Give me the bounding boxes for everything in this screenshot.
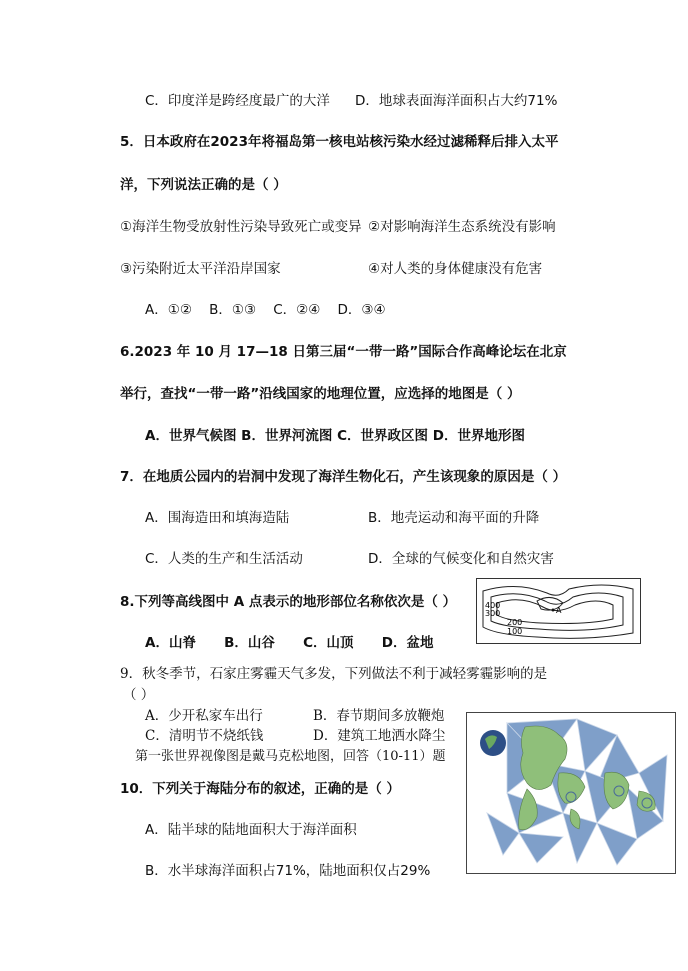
contour-label-100: 100 [507, 627, 523, 636]
q9-stem-line-1: 9．秋冬季节，石家庄雾霾天气多发，下列做法不利于减轻雾霾影响的是 [120, 666, 548, 682]
q5-options: A．①② B．①③ C．②④ D．③④ [145, 302, 386, 318]
q5-stem-line-2: 洋，下列说法正确的是（ ） [120, 177, 287, 193]
q4-option-d: D．地球表面海洋面积占大约71% [355, 93, 558, 109]
q10-option-b: B．水半球海洋面积占71%，陆地面积仅占29% [145, 863, 431, 879]
q4-option-c: C．印度洋是跨经度最广的大洋 [145, 93, 330, 109]
contour-map-figure [476, 578, 641, 644]
q9-option-c: C．清明节不烧纸钱 [145, 728, 264, 744]
q7-option-d: D．全球的气候变化和自然灾害 [368, 551, 554, 567]
q7-option-a: A．围海造田和填海造陆 [145, 510, 290, 526]
dymaxion-map-figure [466, 712, 676, 874]
ocean-facet [519, 833, 563, 863]
contour-label-300: 300 [485, 609, 501, 618]
q6-stem-line-2: 举行，查找“一带一路”沿线国家的地理位置，应选择的地图是（ ） [120, 386, 521, 402]
ocean-facet [597, 823, 637, 865]
ocean-facet [487, 813, 519, 855]
q5-stem-line-1: 5．日本政府在2023年将福岛第一核电站核污染水经过滤稀释后排入太平 [120, 134, 559, 150]
q7-option-b: B．地壳运动和海平面的升降 [368, 510, 540, 526]
q6-stem-line-1: 6.2023 年 10 月 17—18 日第三届“一带一路”国际合作高峰论坛在北京 [120, 344, 567, 360]
q5-item-3: ③污染附近太平洋沿岸国家 [120, 261, 281, 277]
q9-option-a: A．少开私家车出行 [145, 708, 263, 724]
q10-option-a: A．陆半球的陆地面积大于海洋面积 [145, 822, 357, 838]
q5-item-2: ②对影响海洋生态系统没有影响 [368, 219, 556, 235]
point-a-marker [552, 609, 555, 612]
q9-option-b: B．春节期间多放鞭炮 [313, 708, 445, 724]
q5-item-1: ①海洋生物受放射性污染导致死亡或变异 [120, 219, 362, 235]
contour-label-200: 200 [507, 618, 523, 627]
q7-stem: 7．在地质公园内的岩洞中发现了海洋生物化石，产生该现象的原因是（ ） [120, 469, 567, 485]
q5-item-4: ④对人类的身体健康没有危害 [368, 261, 543, 277]
q9-stem-line-2: （ ） [123, 687, 155, 703]
q8-options: A．山脊 B．山谷 C．山顶 D．盆地 [145, 635, 434, 651]
q10-stem: 10．下列关于海陆分布的叙述，正确的是（ ） [120, 781, 400, 797]
q7-option-c: C．人类的生产和生活活动 [145, 551, 303, 567]
contour-label-400: 400 [485, 601, 501, 610]
q8-stem: 8.下列等高线图中 A 点表示的地形部位名称依次是（ ） [120, 594, 457, 610]
contour-map [477, 579, 640, 643]
point-a-label: A [556, 606, 562, 615]
q6-options: A．世界气候图 B．世界河流图 C．世界政区图 D．世界地形图 [145, 428, 525, 444]
q9-option-d: D．建筑工地洒水降尘 [313, 728, 446, 744]
intro-10-11: 第一张世界视像图是戴马克松地图，回答（10-11）题 [135, 749, 446, 764]
dymaxion-map [467, 713, 675, 873]
